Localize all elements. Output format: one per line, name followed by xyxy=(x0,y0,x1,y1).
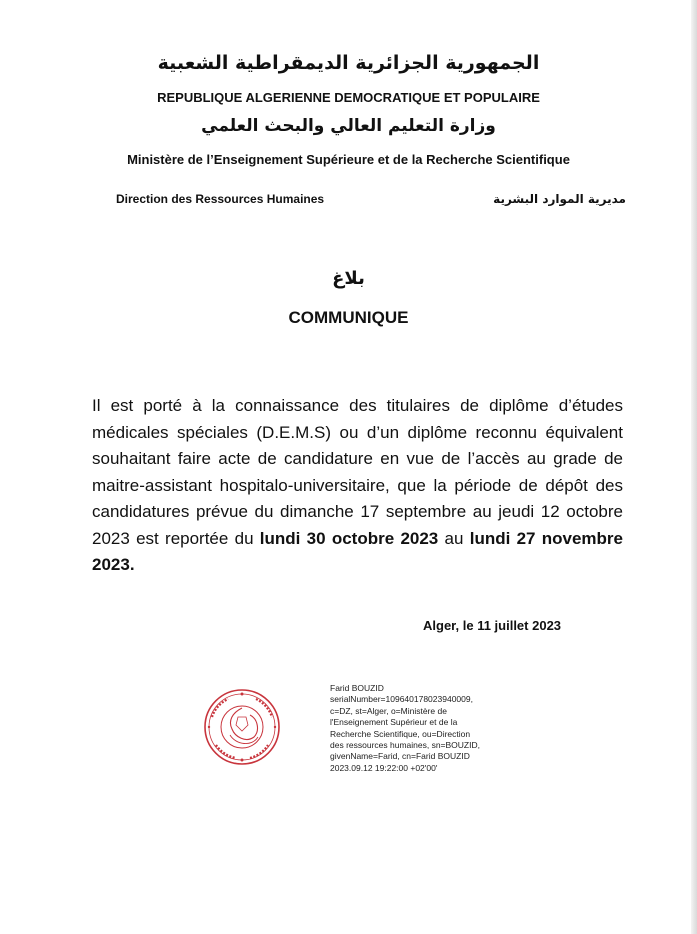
official-seal-icon xyxy=(202,687,282,767)
direction-french: Direction des Ressources Humaines xyxy=(116,192,325,206)
place-and-date: Alger, le 11 juillet 2023 xyxy=(423,618,562,633)
postponed-end-date: lundi 27 novembre 2023. xyxy=(92,528,624,574)
ministry-title-arabic: وزارة التعليم العالي والبحث العلمي xyxy=(201,116,496,136)
republic-title-french: REPUBLIQUE ALGERIENNE DEMOCRATIQUE ET POPULAIRE xyxy=(157,90,540,105)
postponed-start-date: lundi 30 octobre 2023 xyxy=(259,528,439,548)
body-text-part2: au xyxy=(438,528,470,548)
page-edge-shadow xyxy=(691,0,697,934)
communique-body xyxy=(92,393,623,579)
direction-arabic: مديرية الموارد البشرية xyxy=(493,192,626,206)
ministry-title-french: Ministère de l’Enseignement Supérieure et de la Recherche Scientifique xyxy=(127,152,570,167)
notice-title-arabic: بلاغ xyxy=(332,268,365,289)
body-text-part1: Il est porté à la connaissance des titulaires de diplôme d’études médicales spéciales (D.E.M.S) ou d’un diplôme reconnu équivalent souhaitant faire acte de candidature en vue de l’accès au grade de maitre-assistant hospitalo-universitaire, que la période de dépôt des candidatures prévue du dimanche 17 septembre au jeudi 12 octobre 2023 est reportée du xyxy=(92,396,623,548)
republic-title-arabic: الجمهورية الجزائرية الديمقراطية الشعبية xyxy=(157,52,540,74)
notice-title-french: COMMUNIQUE xyxy=(288,308,409,327)
digital-signature-details: Farid BOUZID serialNumber=109640178023940009, c=DZ, st=Alger, o=Ministère de l'Enseignement Supérieur et de la Recherche Scientifique, ou=Direction des ressources humaines, sn=BOUZID, givenName=Farid, cn=Farid BOUZID 2023.09.12 19:22:00 +02'00' xyxy=(330,683,480,773)
